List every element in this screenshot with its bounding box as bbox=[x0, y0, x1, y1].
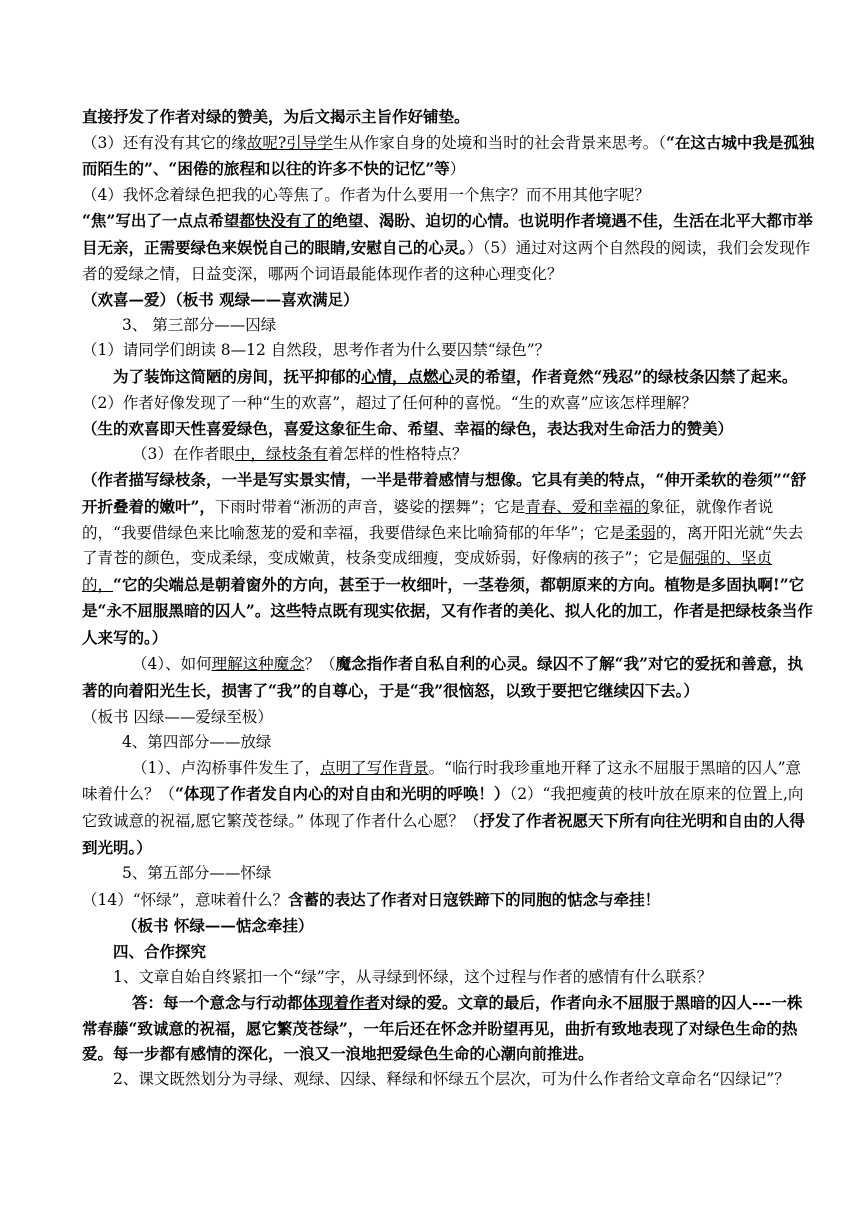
text: （2）“我把瘦黄的枝叶放在原来的位置上,向它致诚意的祝福,愿它繁茂苍绿。” 体现了作者什么心愿？（ bbox=[82, 785, 804, 831]
answer-2 bbox=[82, 416, 816, 442]
text: （板书 囚绿——爱绿至极） bbox=[82, 707, 273, 726]
text: 2、课文既然划分为寻绿、观绿、囚绿、释绿和怀绿五个层次，可为什么作者给文章命名“囚绿记”？ bbox=[113, 1069, 790, 1088]
question-3 bbox=[82, 130, 816, 183]
underlined-text: 都快没有了的 bbox=[239, 211, 333, 231]
underlined-text: 柔弱 bbox=[624, 523, 656, 542]
text: 的，离开阳光就“失去了青苍的颜色，变成柔绿，变成嫩黄，枝条变成细瘦，变成娇弱，好像病的孩子”；它是 bbox=[82, 523, 804, 568]
text: （板书 怀绿——惦念牵挂） bbox=[122, 916, 314, 936]
text: （1）、卢沟桥事件发生了， bbox=[132, 758, 321, 777]
answer-text: 含蓄的表达了作者对日寇铁蹄下的同胞的惦念与牵挂！ bbox=[288, 889, 661, 909]
question-3b bbox=[82, 442, 816, 468]
underlined-text: 倔强的、坚贞的， bbox=[82, 549, 772, 594]
text: （生的欢喜即天性喜爱绿色，喜爱这象征生命、希望、幸福的绿色，表达我对生命活力的赞美） bbox=[82, 419, 734, 439]
paragraph bbox=[82, 104, 816, 130]
answer-text: 为了装饰这简陋的房间，抚平抑郁的 bbox=[113, 366, 362, 386]
text: （14）“怀绿”，意味着什么？ bbox=[82, 890, 289, 909]
question-4b bbox=[82, 651, 816, 704]
board-note bbox=[82, 913, 816, 939]
underlined-text: 心情，点燃心 bbox=[361, 366, 455, 386]
text: ） bbox=[449, 160, 466, 179]
question-4 bbox=[82, 183, 816, 209]
underlined-text: 理解这种魔念 bbox=[211, 655, 305, 674]
text: 直接抒发了作者对绿的赞美，为后文揭示主旨作好铺垫。 bbox=[82, 107, 470, 126]
answer-text: “它的尖端总是朝着窗外的方向，甚至于一枚细叶，一茎卷须，都朝原来的方向。植物是多固执啊!”它是“永不屈服黑暗的囚人”。这些特点既有现实依据，又有作者的美化、拟人化的加工，作者是把绿枝条当作人来写的。） bbox=[82, 574, 813, 647]
text: 1、文章自始自终紧扣一个“绿”字，从寻绿到怀绿，这个过程与作者的感情有什么联系？ bbox=[113, 967, 713, 986]
answer-text: 抒发了作者祝愿天下所有向往光明和自由的人得到光明。） bbox=[82, 811, 806, 857]
question-14 bbox=[82, 887, 816, 914]
text: 3、 第三部分——囚绿 bbox=[122, 315, 277, 334]
question-coop-1 bbox=[82, 965, 816, 991]
text: 5、第五部分——怀绿 bbox=[122, 864, 272, 883]
answer-4 bbox=[82, 208, 816, 287]
text: （2）作者好像发现了一种“生的欢喜”，超过了任何种的喜悦。“生的欢喜”应该怎样理解？ bbox=[82, 393, 698, 412]
text: 象征，就像作者说的，“我要借绿色来比喻葱茏的爱和幸福，我要借绿色来比喻猗郁的年华”；它是 bbox=[82, 497, 774, 542]
answer-text: （作者描写绿枝条，一半是写实景实情，一半是带着感情与想像。它具有美的特点，“伸开柔软的卷须”“舒开折叠着的嫩叶”， bbox=[82, 470, 807, 516]
answer-1 bbox=[82, 364, 816, 416]
text: 4、第四部分——放绿 bbox=[122, 733, 272, 752]
text: （欢喜—爱）（板书 观绿——喜欢满足） bbox=[82, 290, 359, 310]
question-coop-2 bbox=[82, 1067, 816, 1093]
underlined-text: 青春、爱和幸福的 bbox=[525, 497, 650, 516]
board-note bbox=[82, 287, 816, 313]
section-heading-4-coop bbox=[82, 939, 816, 965]
text: 下雨时带着“淅沥的声音，婆娑的摆舞”；它是 bbox=[214, 497, 526, 516]
answer-text: 对绿的爱。文章的最后，作者向永不屈服于黑暗的囚人---一株常春藤“致诚意的祝福，愿它繁茂苍绿”，一年后还在怀念并盼望再见，曲折有致地表现了对绿色生命的热爱。每一步都有感情的深化，一浪又一浪地把爱绿色生命的心潮向前推进。 bbox=[82, 993, 803, 1064]
answer-coop-1 bbox=[82, 990, 816, 1067]
answer-text: “体现了作者发自内心的对自由和光明的呼唤！） bbox=[175, 784, 510, 804]
text: 。“临行时我珍重地开释了这永不屈服于黑暗的囚人”意味着什么？（ bbox=[82, 758, 801, 804]
text: （3）在作者眼 bbox=[132, 444, 235, 463]
text: ）（5）通过对这两个自然段的阅读，我们会发现作者的爱绿之情，日益变深，哪两个词语最能体现作者的这种心理变化？ bbox=[82, 238, 811, 283]
answer-text: 灵的希望，作者竟然“残忍”的绿枝条囚禁了起来。 bbox=[454, 366, 798, 386]
section-heading-5 bbox=[82, 861, 816, 887]
underlined-text: 体现着作者 bbox=[302, 993, 381, 1013]
text: （4）我怀念着绿色把我的心等焦了。作者为什么要用一个焦字？而不用其他字呢？ bbox=[82, 185, 650, 204]
text: （3）还有没有其它的缘 bbox=[82, 133, 247, 152]
answer-3b bbox=[82, 467, 816, 651]
answer-text: “焦”写出了一点点希望 bbox=[82, 211, 240, 231]
answer-text: “在这古城中我是孤独而陌生的”、“困倦的旅程和以往的许多不快的记忆”等 bbox=[82, 132, 815, 179]
question-1 bbox=[82, 338, 816, 364]
text: （4）、如何 bbox=[132, 655, 212, 674]
document-body bbox=[82, 104, 816, 1093]
answer-text: 魔念指作者自私自利的心灵。绿囚不了解“我”对它的爱抚和善意，执著的向着阳光生长，损害了“我”的自尊心，于是“我”很恼怒，以致于要把它继续囚下去。） bbox=[82, 654, 803, 701]
text: 着怎样的性格特点？ bbox=[327, 444, 468, 463]
underlined-text: 点明了写作背景 bbox=[320, 758, 429, 777]
paragraph-release bbox=[82, 756, 816, 861]
text: 四、合作探究 bbox=[113, 942, 207, 961]
text: 生从作家自身的处境和当时的社会背景来思考。（ bbox=[332, 133, 666, 152]
board-note bbox=[82, 705, 816, 731]
answer-text: 答：每一个意念与行动都 bbox=[132, 993, 303, 1013]
underlined-text: 故呢?引导学 bbox=[246, 133, 333, 152]
section-heading-4 bbox=[82, 730, 816, 756]
text: （1）请同学们朗读 8—12 自然段，思考作者为什么要囚禁“绿色”？ bbox=[82, 341, 551, 360]
section-heading-3 bbox=[82, 313, 816, 339]
text: ？（ bbox=[304, 655, 336, 674]
underlined-text: 中，绿枝条有 bbox=[234, 444, 328, 463]
answer-text: 绝望、渴盼、迫切的心情。也说明作者境遇不佳，生活在北平大都市举目无亲，正需要绿色来娱悦自己的眼睛,安慰自己的心灵。 bbox=[82, 211, 813, 257]
